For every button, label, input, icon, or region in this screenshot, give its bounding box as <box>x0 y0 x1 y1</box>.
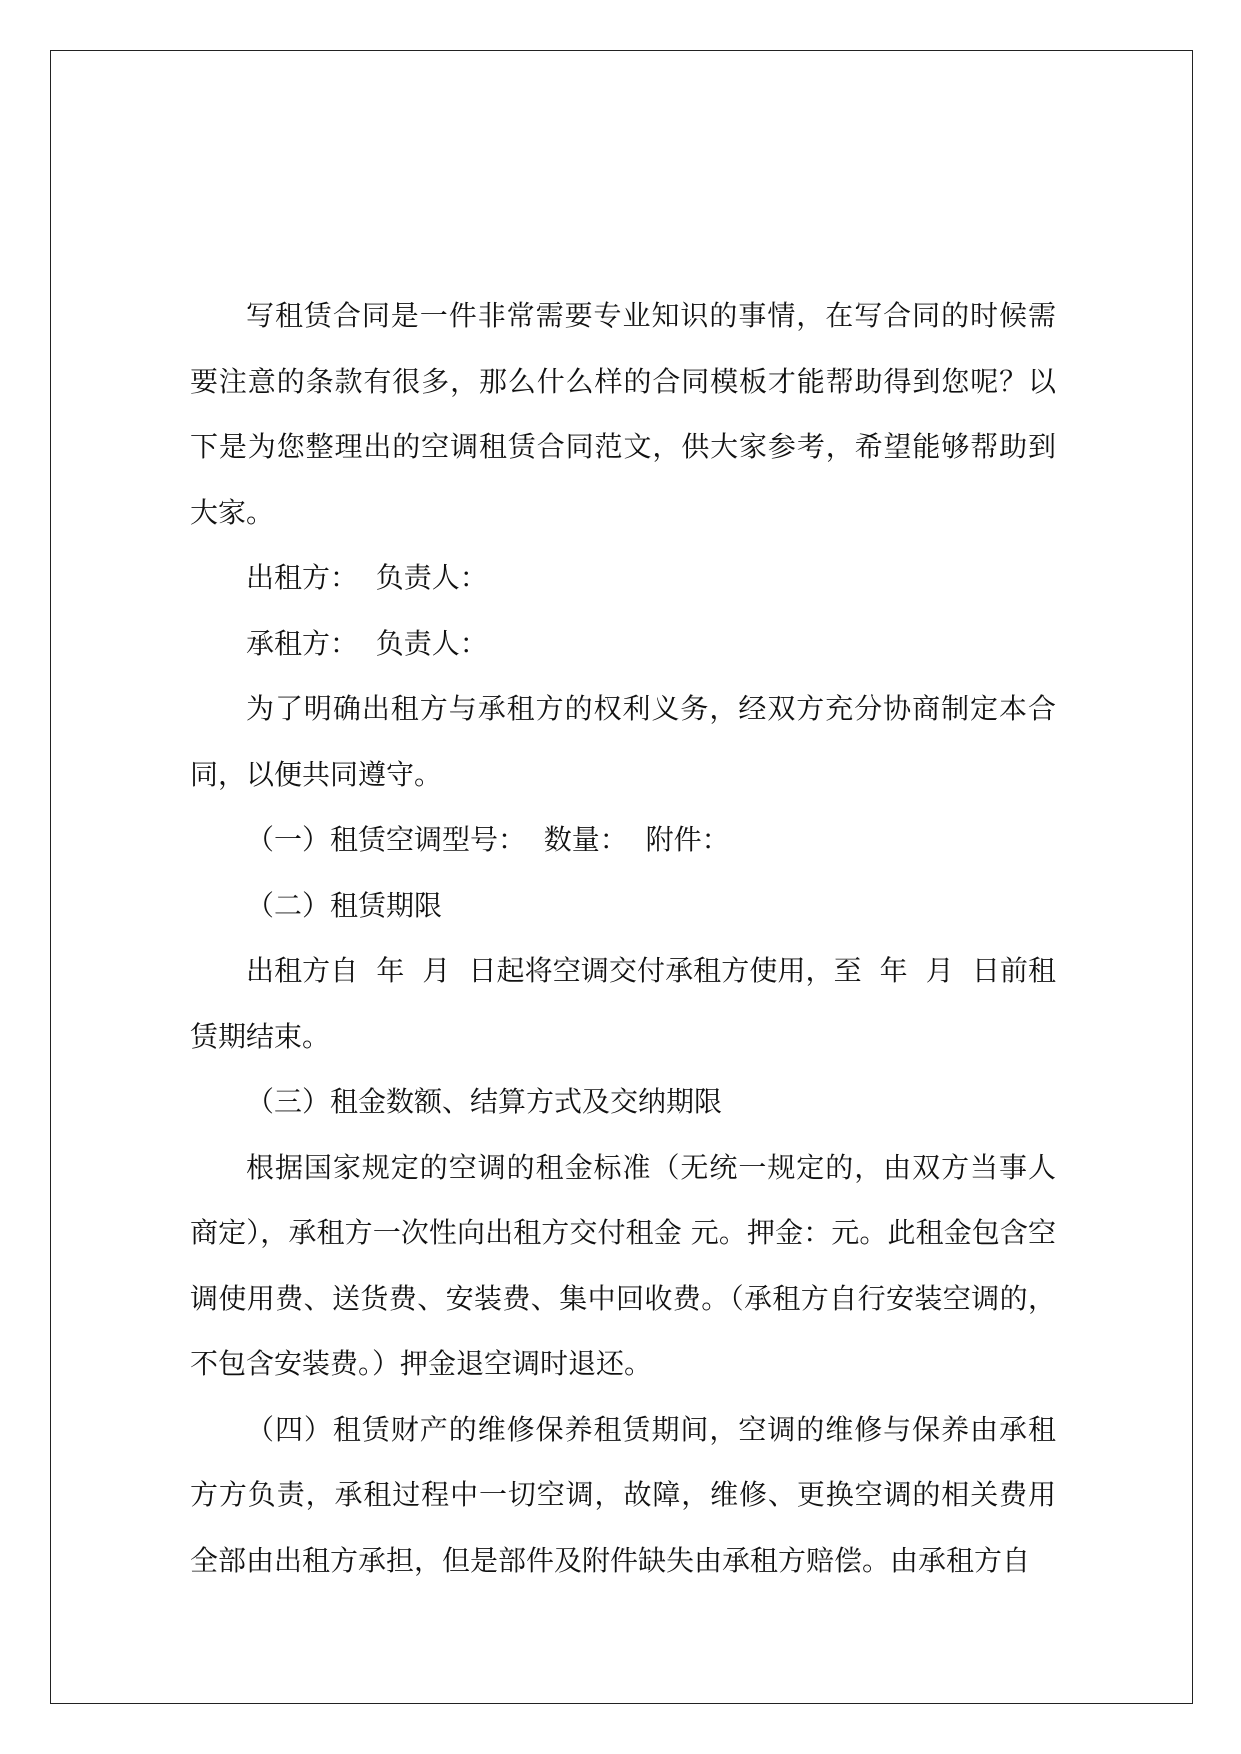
clause-1-model: （一）租赁空调型号： 数量： 附件： <box>246 823 730 856</box>
clause-2-body: 出租方自 年 月 日起将空调交付承租方使用，至 年 月 日前租赁期结束。 <box>190 954 1056 1053</box>
clause-2-title: （二）租赁期限 <box>246 888 443 922</box>
lessee-line: 承租方： 负责人： <box>246 626 488 660</box>
clause-4-body: （四）租赁财产的维修保养租赁期间，空调的维修与保养由承租方方负责，承租过程中一切空调，故障，维修、更换空调的相关费用全部由出租方承担，但是部件及附件缺失由承租方赔偿。由承租方自 <box>190 1412 1056 1577</box>
lessor-line: 出租方： 负责人： <box>246 561 488 594</box>
intro-paragraph: 写租赁合同是一件非常需要专业知识的事情，在写合同的时候需要注意的条款有很多，那么什么样的合同模板才能帮助得到您呢？以下是为您整理出的空调租赁合同范文，供大家参考，希望能够帮助到大家。 <box>190 299 1056 529</box>
clause-3-title: （三）租金数额、结算方式及交纳期限 <box>246 1085 723 1118</box>
purpose-paragraph: 为了明确出租方与承租方的权利义务，经双方充分协商制定本合同，以便共同遵守。 <box>190 692 1056 791</box>
document-body <box>190 283 1056 1593</box>
clause-3-body: 根据国家规定的空调的租金标准（无统一规定的，由双方当事人商定），承租方一次性向出租方交付租金 元。押金：元。此租金包含空调使用费、送货费、安装费、集中回收费。（承租方自行安装空调的，不包含安装费。）押金退空调时退还。 <box>190 1150 1056 1380</box>
